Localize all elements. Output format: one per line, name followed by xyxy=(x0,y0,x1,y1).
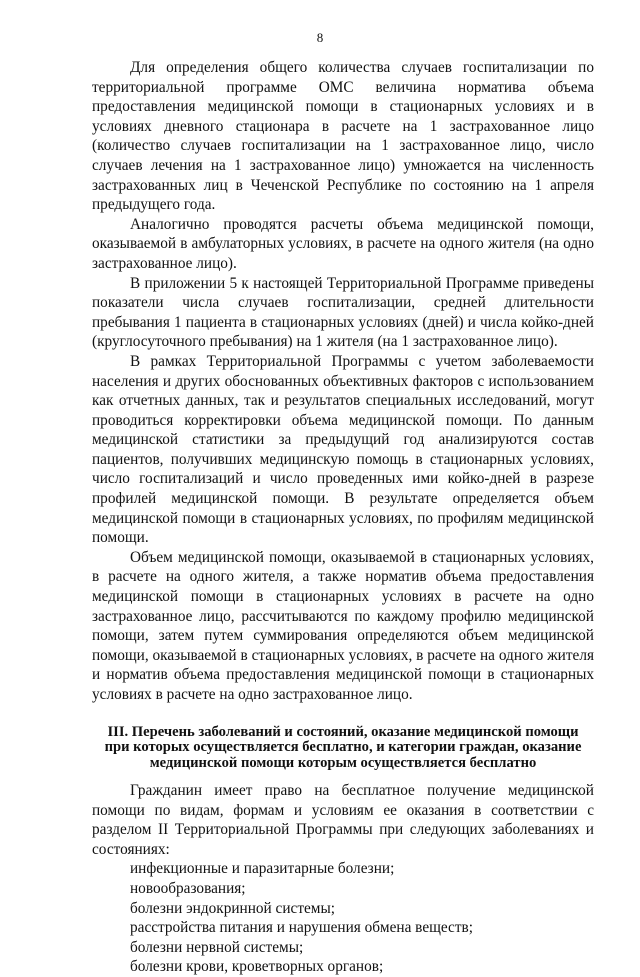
section-intro: Гражданин имеет право на бесплатное получение медицинской помощи по видам, формам и условиям ее оказания в соответствии с разделом II Территориальной Программы при следующих заболеваниях и состояниях: xyxy=(92,782,594,858)
list-item: болезни эндокринной системы; xyxy=(130,899,336,917)
paragraph-ambulatory-calculation: Аналогично проводятся расчеты объема медицинской помощи, оказываемой в амбулаторных условиях, в расчете на одного жителя (на одно застрахованное лицо). xyxy=(92,215,594,272)
list-item: инфекционные и паразитарные болезни; xyxy=(130,860,395,878)
list-item: болезни нервной системы; xyxy=(130,938,304,956)
paragraph-appendix-5: В приложении 5 к настоящей Территориальной Программе приведены показатели числа случаев госпитализации, средней длительности пребывания 1 пациента в стационарных условиях (дней) и числа койко-дней (круглосуточного пребывания) на 1 жителя (на 1 застрахованное лицо). xyxy=(92,274,594,351)
page-number: 8 xyxy=(316,30,324,45)
paragraph-hospitalization-count: Для определения общего количества случаев госпитализации по территориальной программе ОМС величина норматива объема предоставления медицинской помощи в стационарных условиях и в условиях дневного стационара в расчете на 1 застрахованное лицо (количество случаев госпитализации на 1 застрахованное лицо, число случаев лечения на 1 застрахованное лицо) умножается на численность застрахованных лиц в Чеченской Республике по состоянию на 1 апреля предыдущего года. xyxy=(92,59,594,214)
document-body xyxy=(92,58,594,977)
disease-list xyxy=(92,859,594,977)
paragraph-inpatient-volume: Объем медицинской помощи, оказываемой в стационарных условиях, в расчете на одного жителя, а также норматив объема предоставления медицинской помощи в стационарных условиях в расчете на одно застрахованное лицо, рассчитываются по каждому профилю медицинской помощи, затем путем суммирования определяются объем медицинской помощи, оказываемой в стационарных условиях, в расчете на одного жителя и норматив объема предоставления медицинской помощи в стационарных условиях в расчете на одно застрахованное лицо. xyxy=(92,548,594,703)
section-heading: III. Перечень заболеваний и состояний, оказание медицинской помощи при которых осуществляется бесплатно, и категории граждан, оказание медицинской помощи которым осуществляется бесплатно xyxy=(104,723,582,771)
list-item: болезни крови, кроветворных органов; xyxy=(130,958,384,976)
paragraph-volume-adjustment: В рамках Территориальной Программы с учетом заболеваемости населения и других обоснованных объективных факторов с использованием как отчетных данных, так и результатов специальных исследований, могут проводиться корректировки объема медицинской помощи. По данным медицинской статистики за предыдущий год анализируются состав пациентов, получивших медицинскую помощь в стационарных условиях, число госпитализаций и число проведенных ими койко-дней в разрезе профилей медицинской помощи. В результате определяется объем медицинской помощи в стационарных условиях, по профилям медицинской помощи. xyxy=(92,352,594,547)
list-item: новообразования; xyxy=(130,880,246,898)
list-item: расстройства питания и нарушения обмена веществ; xyxy=(130,919,473,937)
